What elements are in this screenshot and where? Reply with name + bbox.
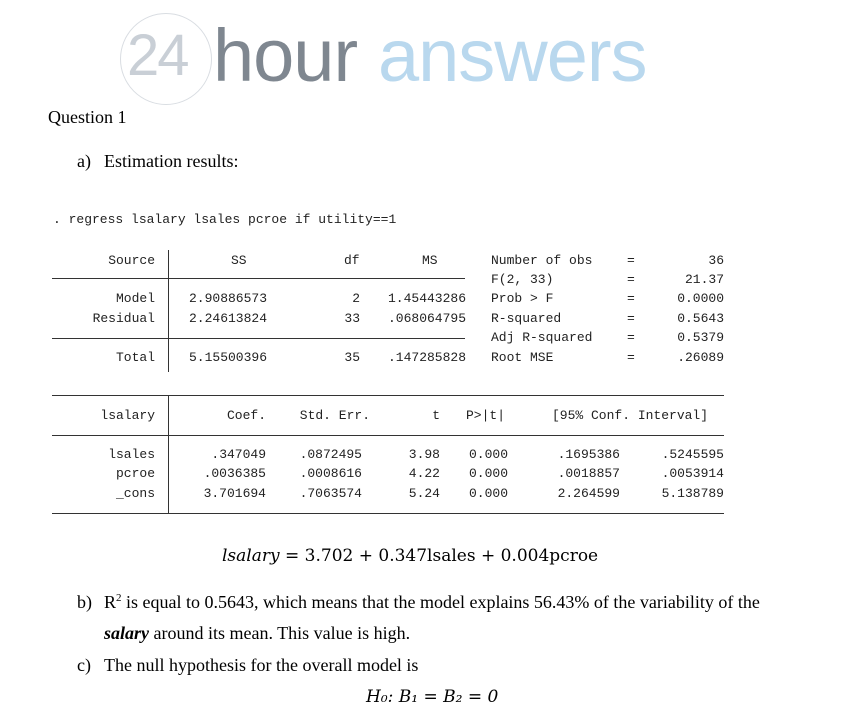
anova-total-rule — [52, 338, 465, 339]
part-b-line1 — [104, 592, 760, 613]
logo-word-hour: hour — [213, 14, 358, 97]
coef-divider — [168, 395, 169, 514]
anova-header-rule — [52, 278, 465, 279]
coef-row-coef: .347049 — [211, 447, 266, 462]
equation-rhs: = 3.702 + 0.347lsales + 0.004pcroe — [279, 546, 599, 566]
anova-row-df: 2 — [352, 291, 360, 306]
stat-equals: = — [627, 272, 635, 287]
stat-label: R-squared — [491, 311, 562, 326]
part-c-text: The null hypothesis for the overall model is — [104, 655, 419, 675]
coef-row-p: 0.000 — [468, 486, 508, 501]
part-a-marker: a) — [77, 151, 91, 171]
anova-row-ms: .147285828 — [387, 350, 466, 365]
anova-row-ss: 2.90886573 — [189, 291, 268, 306]
anova-header-ms: MS — [422, 253, 438, 268]
anova-row-source: Model — [115, 291, 155, 306]
coef-row-p: 0.000 — [468, 447, 508, 462]
coef-row-var: _cons — [115, 486, 155, 501]
coef-row-t: 4.22 — [408, 466, 440, 481]
coef-header-p: P>|t| — [466, 408, 506, 423]
anova-header-ss: SS — [231, 253, 247, 268]
question-title: Question 1 — [48, 107, 127, 127]
stat-label: F(2, 33) — [491, 272, 554, 287]
stat-equals: = — [627, 330, 635, 345]
stat-label: Number of obs — [491, 253, 593, 268]
r-squared-symbol: R — [104, 592, 117, 612]
stat-label: Adj R-squared — [491, 330, 593, 345]
coef-bottom-rule — [52, 513, 724, 514]
stat-equals: = — [627, 291, 635, 306]
part-c-marker: c) — [77, 655, 91, 675]
coef-row-ci-high: .5245595 — [661, 447, 724, 462]
equation-lhs: lsalary — [222, 546, 280, 566]
stat-value: 0.0000 — [677, 291, 724, 306]
part-a-text: Estimation results: — [104, 151, 239, 171]
coef-row-se: .0008616 — [299, 466, 362, 481]
coef-row-var: lsales — [108, 447, 155, 462]
stat-equals: = — [627, 253, 635, 268]
coef-header-coef: Coef. — [226, 408, 266, 423]
coef-header-ci: [95% Conf. Interval] — [552, 408, 709, 423]
stat-value: 21.37 — [684, 272, 724, 287]
coef-top-rule — [52, 395, 724, 396]
anova-row-ms: .068064795 — [387, 311, 466, 326]
coef-row-se: .7063574 — [299, 486, 362, 501]
stat-label: Prob > F — [491, 291, 554, 306]
coef-row-var: pcroe — [115, 466, 155, 481]
anova-divider — [168, 250, 169, 372]
anova-row-ms: 1.45443286 — [387, 291, 466, 306]
stat-equals: = — [627, 311, 635, 326]
stata-command: . regress lsalary lsales pcroe if utility==1 — [53, 212, 397, 227]
stat-value: 0.5379 — [677, 330, 724, 345]
logo-word-answers: answers — [378, 14, 647, 97]
coef-row-t: 3.98 — [408, 447, 440, 462]
stat-value: .26089 — [677, 350, 724, 365]
anova-row-ss: 2.24613824 — [189, 311, 268, 326]
logo-number: 24 — [127, 23, 188, 88]
anova-header-df: df — [344, 253, 360, 268]
coef-row-ci-low: .0018857 — [557, 466, 620, 481]
coef-header-rule — [52, 435, 724, 436]
stat-label: Root MSE — [491, 350, 554, 365]
anova-row-df: 35 — [344, 350, 360, 365]
coef-row-t: 5.24 — [408, 486, 440, 501]
coef-row-ci-high: 5.138789 — [661, 486, 724, 501]
anova-header-source: Source — [108, 253, 155, 268]
part-b-text-1: is equal to 0.5643, which means that the model explains 56.43% of the variability of the — [121, 592, 760, 612]
part-b-line2 — [104, 623, 410, 644]
anova-row-df: 33 — [344, 311, 360, 326]
coef-row-p: 0.000 — [468, 466, 508, 481]
stat-value: 0.5643 — [677, 311, 724, 326]
regression-equation — [222, 546, 598, 566]
part-b-emphasis: salary — [104, 623, 149, 643]
stat-equals: = — [627, 350, 635, 365]
part-b-marker: b) — [77, 592, 92, 612]
r-squared-superscript: 2 — [116, 592, 122, 604]
coef-row-coef: 3.701694 — [203, 486, 266, 501]
coef-row-ci-high: .0053914 — [661, 466, 724, 481]
anova-row-source: Total — [115, 350, 155, 365]
coef-row-coef: .0036385 — [203, 466, 266, 481]
stat-value: 36 — [708, 253, 724, 268]
coef-row-ci-low: 2.264599 — [557, 486, 620, 501]
null-hypothesis: H₀: B₁ = B₂ = 0 — [366, 687, 499, 707]
coef-header-var: lsalary — [100, 408, 155, 423]
part-b-text-2: around its mean. This value is high. — [149, 623, 411, 643]
coef-row-se: .0872495 — [299, 447, 362, 462]
coef-header-t: t — [432, 408, 440, 423]
anova-row-ss: 5.15500396 — [189, 350, 268, 365]
coef-header-se: Std. Err. — [299, 408, 370, 423]
coef-row-ci-low: .1695386 — [557, 447, 620, 462]
anova-row-source: Residual — [92, 311, 155, 326]
